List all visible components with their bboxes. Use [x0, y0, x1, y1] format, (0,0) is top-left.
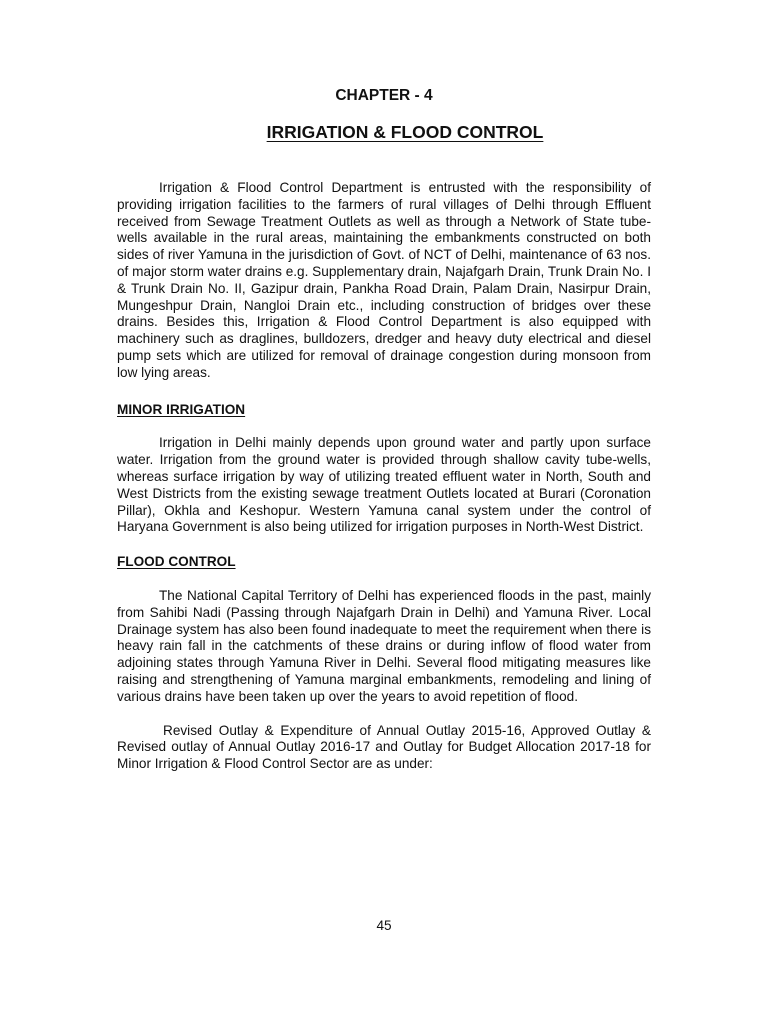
flood-control-paragraph: The National Capital Territory of Delhi has experienced floods in the past, mainly from Sahibi Nadi (Passing through Najafgarh Drain in Delhi) and Yamuna River. Local Drainage system has also been found inadequate to meet the requirement when there is heavy rain fall in the catchments of these drains or during inflow of flood water from adjoining states through Yamuna River in Delhi. Several flood mitigating measures like raising and strengthening of Yamuna marginal embankments, remodeling and lining of various drains have been taken up over the years to avoid repetition of flood. [117, 587, 651, 704]
document-body [117, 180, 651, 773]
page-number: 45 [376, 918, 392, 933]
minor-irrigation-paragraph: Irrigation in Delhi mainly depends upon ground water and partly upon surface water. Irrigation from the ground water is provided through shallow cavity tube-wells, whereas surface irrigation by way of utilizing treated effluent water in North, South and West Districts from the existing sewage treatment Outlets located at Burari (Coronation Pillar), Okhla and Keshopur. Western Yamuna canal system under the control of Haryana Government is also being utilized for irrigation purposes in North-West District. [117, 435, 651, 535]
closing-paragraph: Revised Outlay & Expenditure of Annual Outlay 2015-16, Approved Outlay & Revised outlay of Annual Outlay 2016-17 and Outlay for Budget Allocation 2017-18 for Minor Irrigation & Flood Control Sector are as under: [117, 722, 651, 772]
intro-paragraph: Irrigation & Flood Control Department is entrusted with the responsibility of providing irrigation facilities to the farmers of rural villages of Delhi through Effluent received from Sewage Treatment Outlets as well as through a Network of State tube-wells available in the rural areas, maintaining the embankments constructed on both sides of river Yamuna in the jurisdiction of Govt. of NCT of Delhi, maintenance of 63 nos. of major storm water drains e.g. Supplementary drain, Najafgarh Drain, Trunk Drain No. I & Trunk Drain No. II, Gazipur drain, Pankha Road Drain, Palam Drain, Nasirpur Drain, Mungeshpur Drain, Nangloi Drain etc., including construction of bridges over these drains. Besides this, Irrigation & Flood Control Department is also equipped with machinery such as draglines, bulldozers, dredger and heavy duty electrical and diesel pump sets which are utilized for removal of drainage congestion during monsoon from low lying areas. [117, 180, 651, 380]
chapter-label: CHAPTER - 4 [335, 87, 433, 104]
page-title: IRRIGATION & FLOOD CONTROL [266, 122, 544, 142]
section-heading-minor-irrigation: MINOR IRRIGATION [117, 401, 246, 417]
section-heading-flood-control: FLOOD CONTROL [117, 554, 236, 570]
